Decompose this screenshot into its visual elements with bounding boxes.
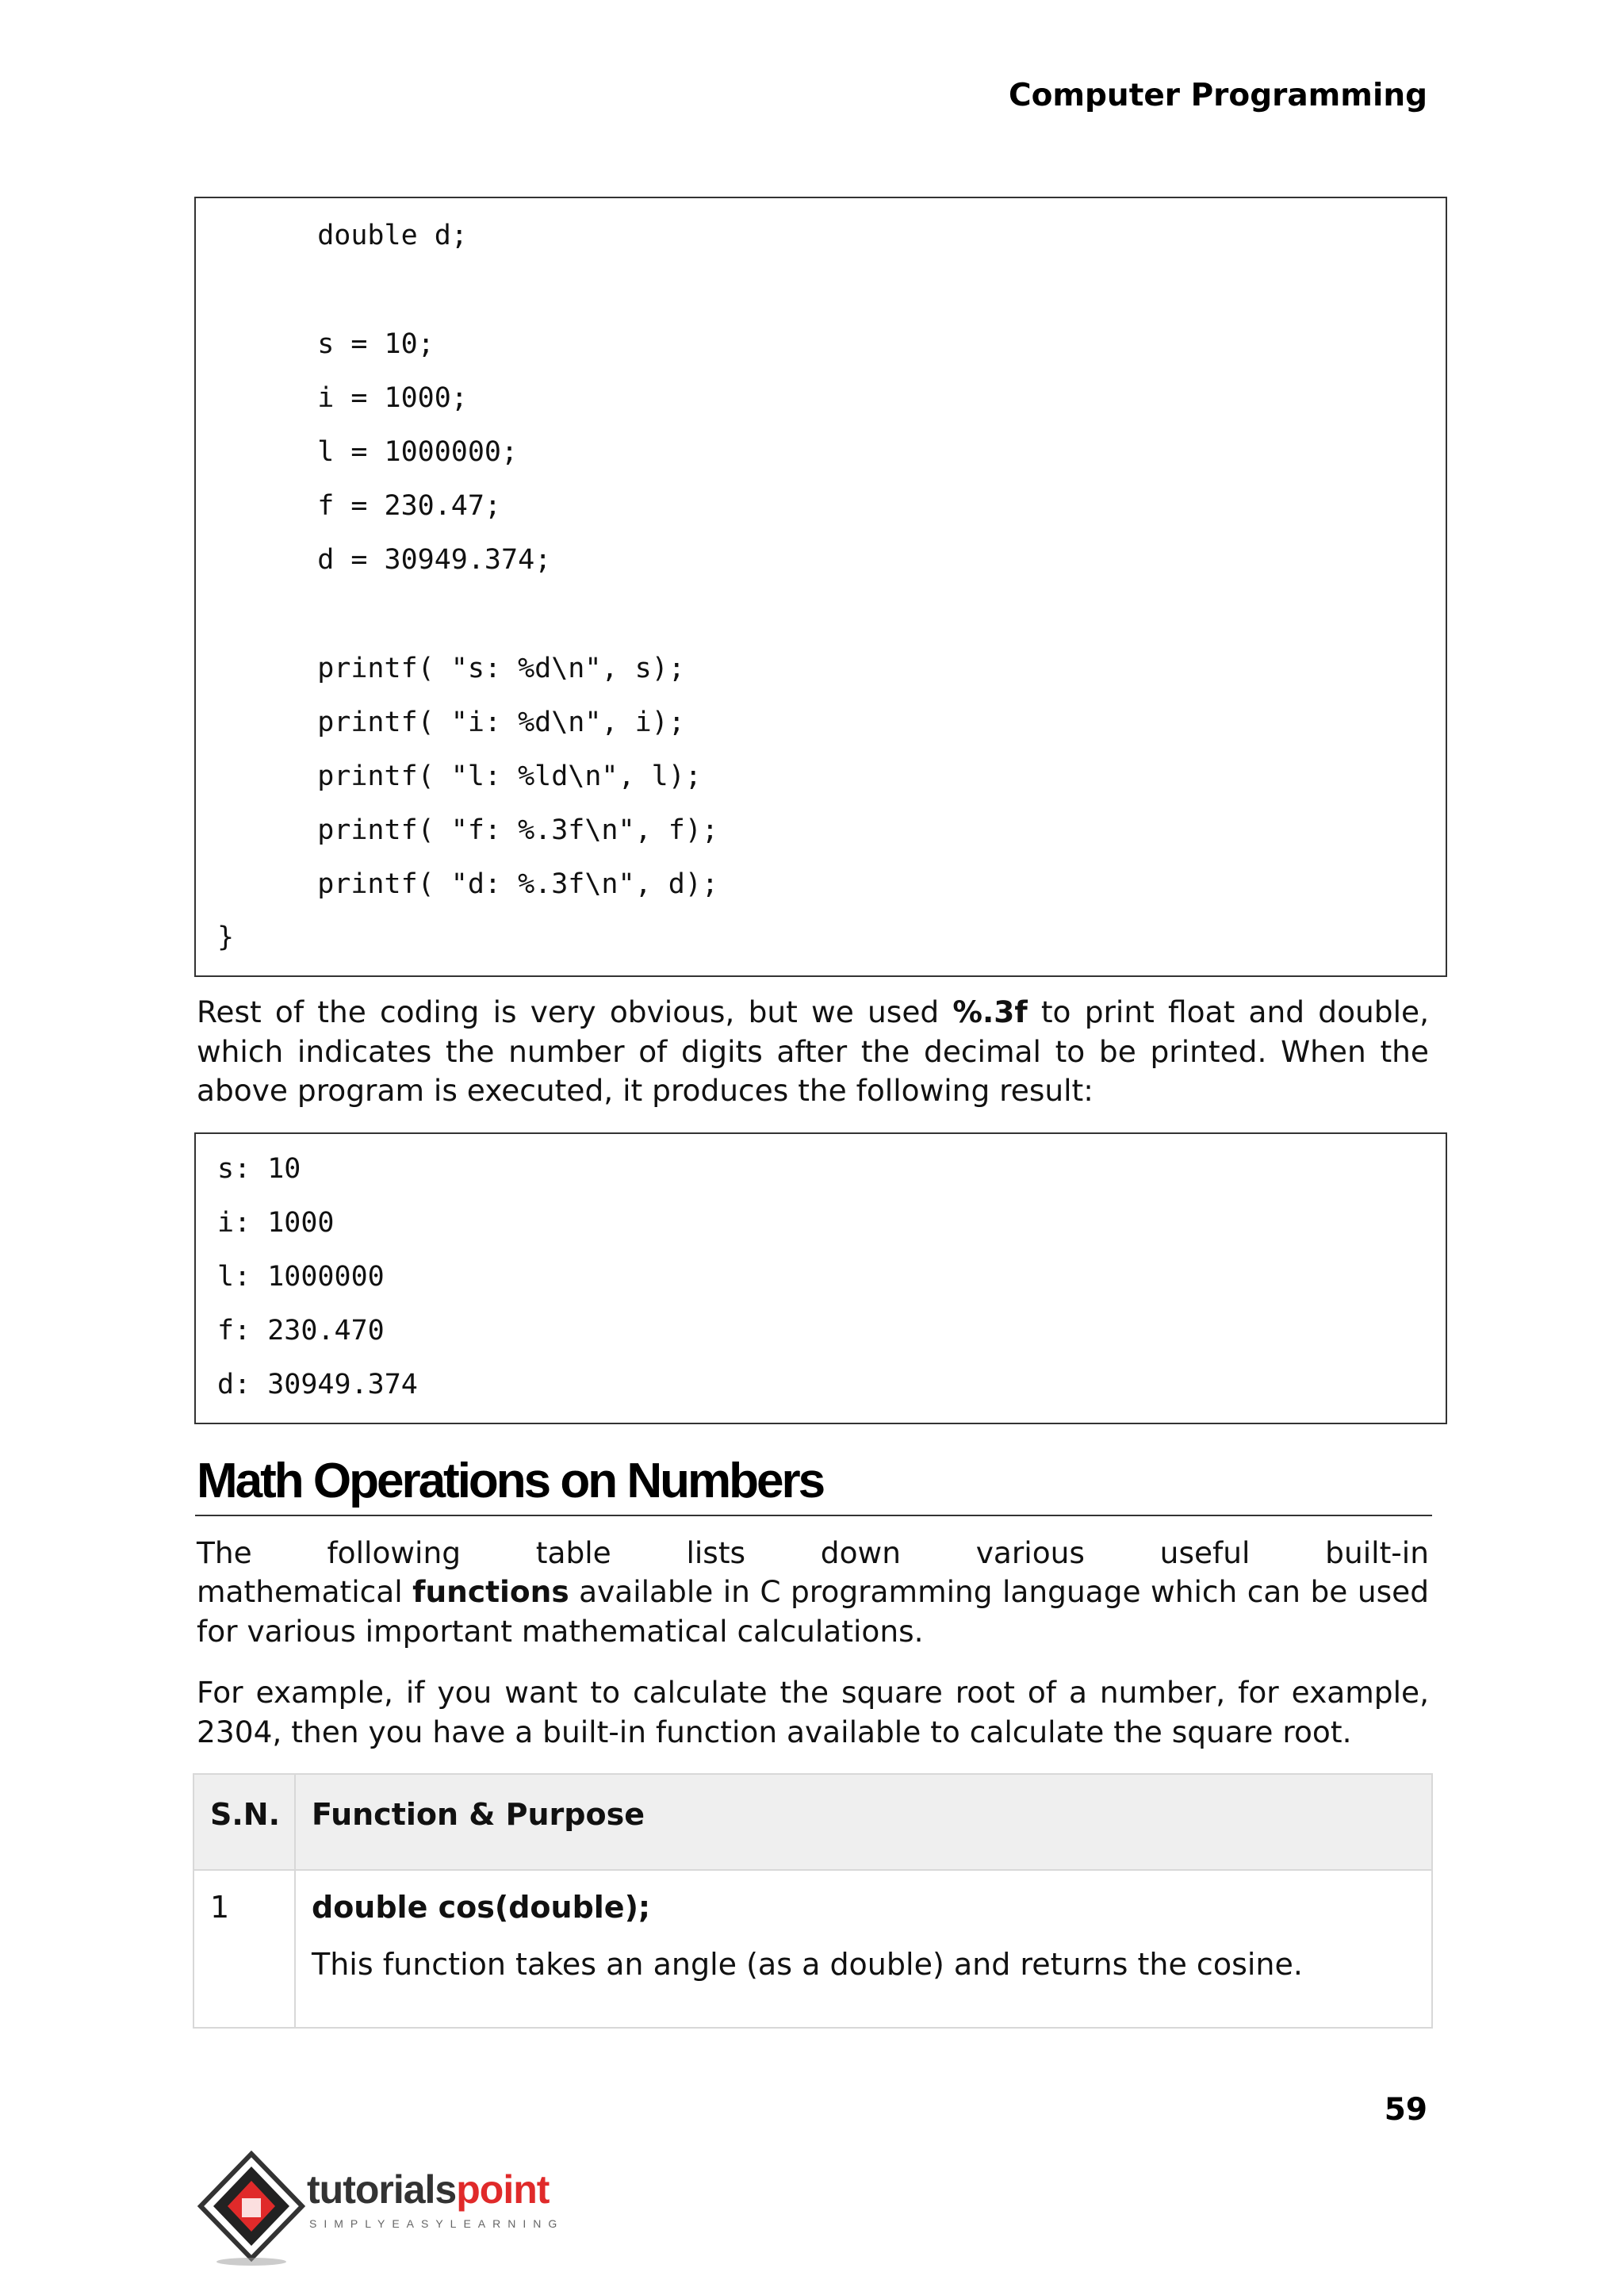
cell-sn: 1 <box>193 1870 295 2028</box>
running-header: Computer Programming <box>1008 78 1427 113</box>
code-line: printf( "i: %d\n", i); <box>267 707 685 738</box>
paragraph-intro-line1: The following table lists down various useful built-in <box>197 1535 1429 1570</box>
heading-rule <box>195 1515 1432 1516</box>
output-line: f: 230.470 <box>217 1315 385 1347</box>
text-run: mathematical <box>197 1574 413 1609</box>
logo-word-point: point <box>456 2167 550 2212</box>
section-heading: Math Operations on Numbers <box>197 1454 824 1508</box>
code-line: i = 1000; <box>267 382 468 414</box>
logo-word-tutorials: tutorials <box>307 2167 457 2212</box>
header-sn: S.N. <box>193 1774 295 1870</box>
function-signature: double cos(double); <box>312 1890 651 1925</box>
code-line: printf( "d: %.3f\n", d); <box>267 868 718 900</box>
code-line: printf( "l: %ld\n", l); <box>267 761 702 792</box>
paragraph-intro <box>197 1573 1429 1651</box>
page-number: 59 <box>1384 2092 1427 2128</box>
output-line: l: 1000000 <box>217 1261 385 1293</box>
code-line: printf( "s: %d\n", s); <box>267 653 685 684</box>
table-header-row <box>193 1774 1432 1870</box>
code-line: } <box>217 921 235 953</box>
text-run: Rest of the coding is very obvious, but we used <box>197 994 953 1029</box>
code-line: l = 1000000; <box>267 436 519 468</box>
logo-wordmark <box>307 2167 549 2213</box>
paragraph-format-explanation <box>197 993 1429 1111</box>
text-run: to print float and double, which indicates the number of digits after the decimal to be printed. When the above program is executed, it produces the following result: <box>197 994 1429 1108</box>
code-line: f = 230.47; <box>267 490 502 522</box>
logo-diamond-icon <box>194 2149 305 2268</box>
output-block <box>194 1132 1447 1424</box>
output-line: s: 10 <box>217 1153 301 1185</box>
code-block <box>194 197 1447 977</box>
table-row <box>193 1870 1432 2028</box>
functions-table <box>193 1773 1433 2029</box>
tutorialspoint-logo <box>194 2149 591 2268</box>
code-line: d = 30949.374; <box>267 544 552 576</box>
header-function-purpose: Function & Purpose <box>295 1774 1432 1870</box>
code-line: printf( "f: %.3f\n", f); <box>267 814 718 846</box>
function-purpose: This function takes an angle (as a double) and returns the cosine. <box>312 1947 1303 1982</box>
paragraph-example: For example, if you want to calculate the square root of a number, for example, 2304, then you have a built-in function available to calculate the square root. <box>197 1675 1429 1749</box>
output-line: d: 30949.374 <box>217 1369 418 1400</box>
text-run: available in C programming language which can be used for various important mathematical calculations. <box>197 1574 1429 1649</box>
output-line: i: 1000 <box>217 1207 335 1239</box>
code-line: double d; <box>267 220 468 251</box>
cell-function <box>295 1870 1432 2028</box>
code-line: s = 10; <box>267 328 435 360</box>
format-specifier: %.3f <box>952 994 1028 1029</box>
logo-tagline: SIMPLYEASYLEARNING <box>309 2217 565 2230</box>
bold-term: functions <box>412 1574 569 1609</box>
